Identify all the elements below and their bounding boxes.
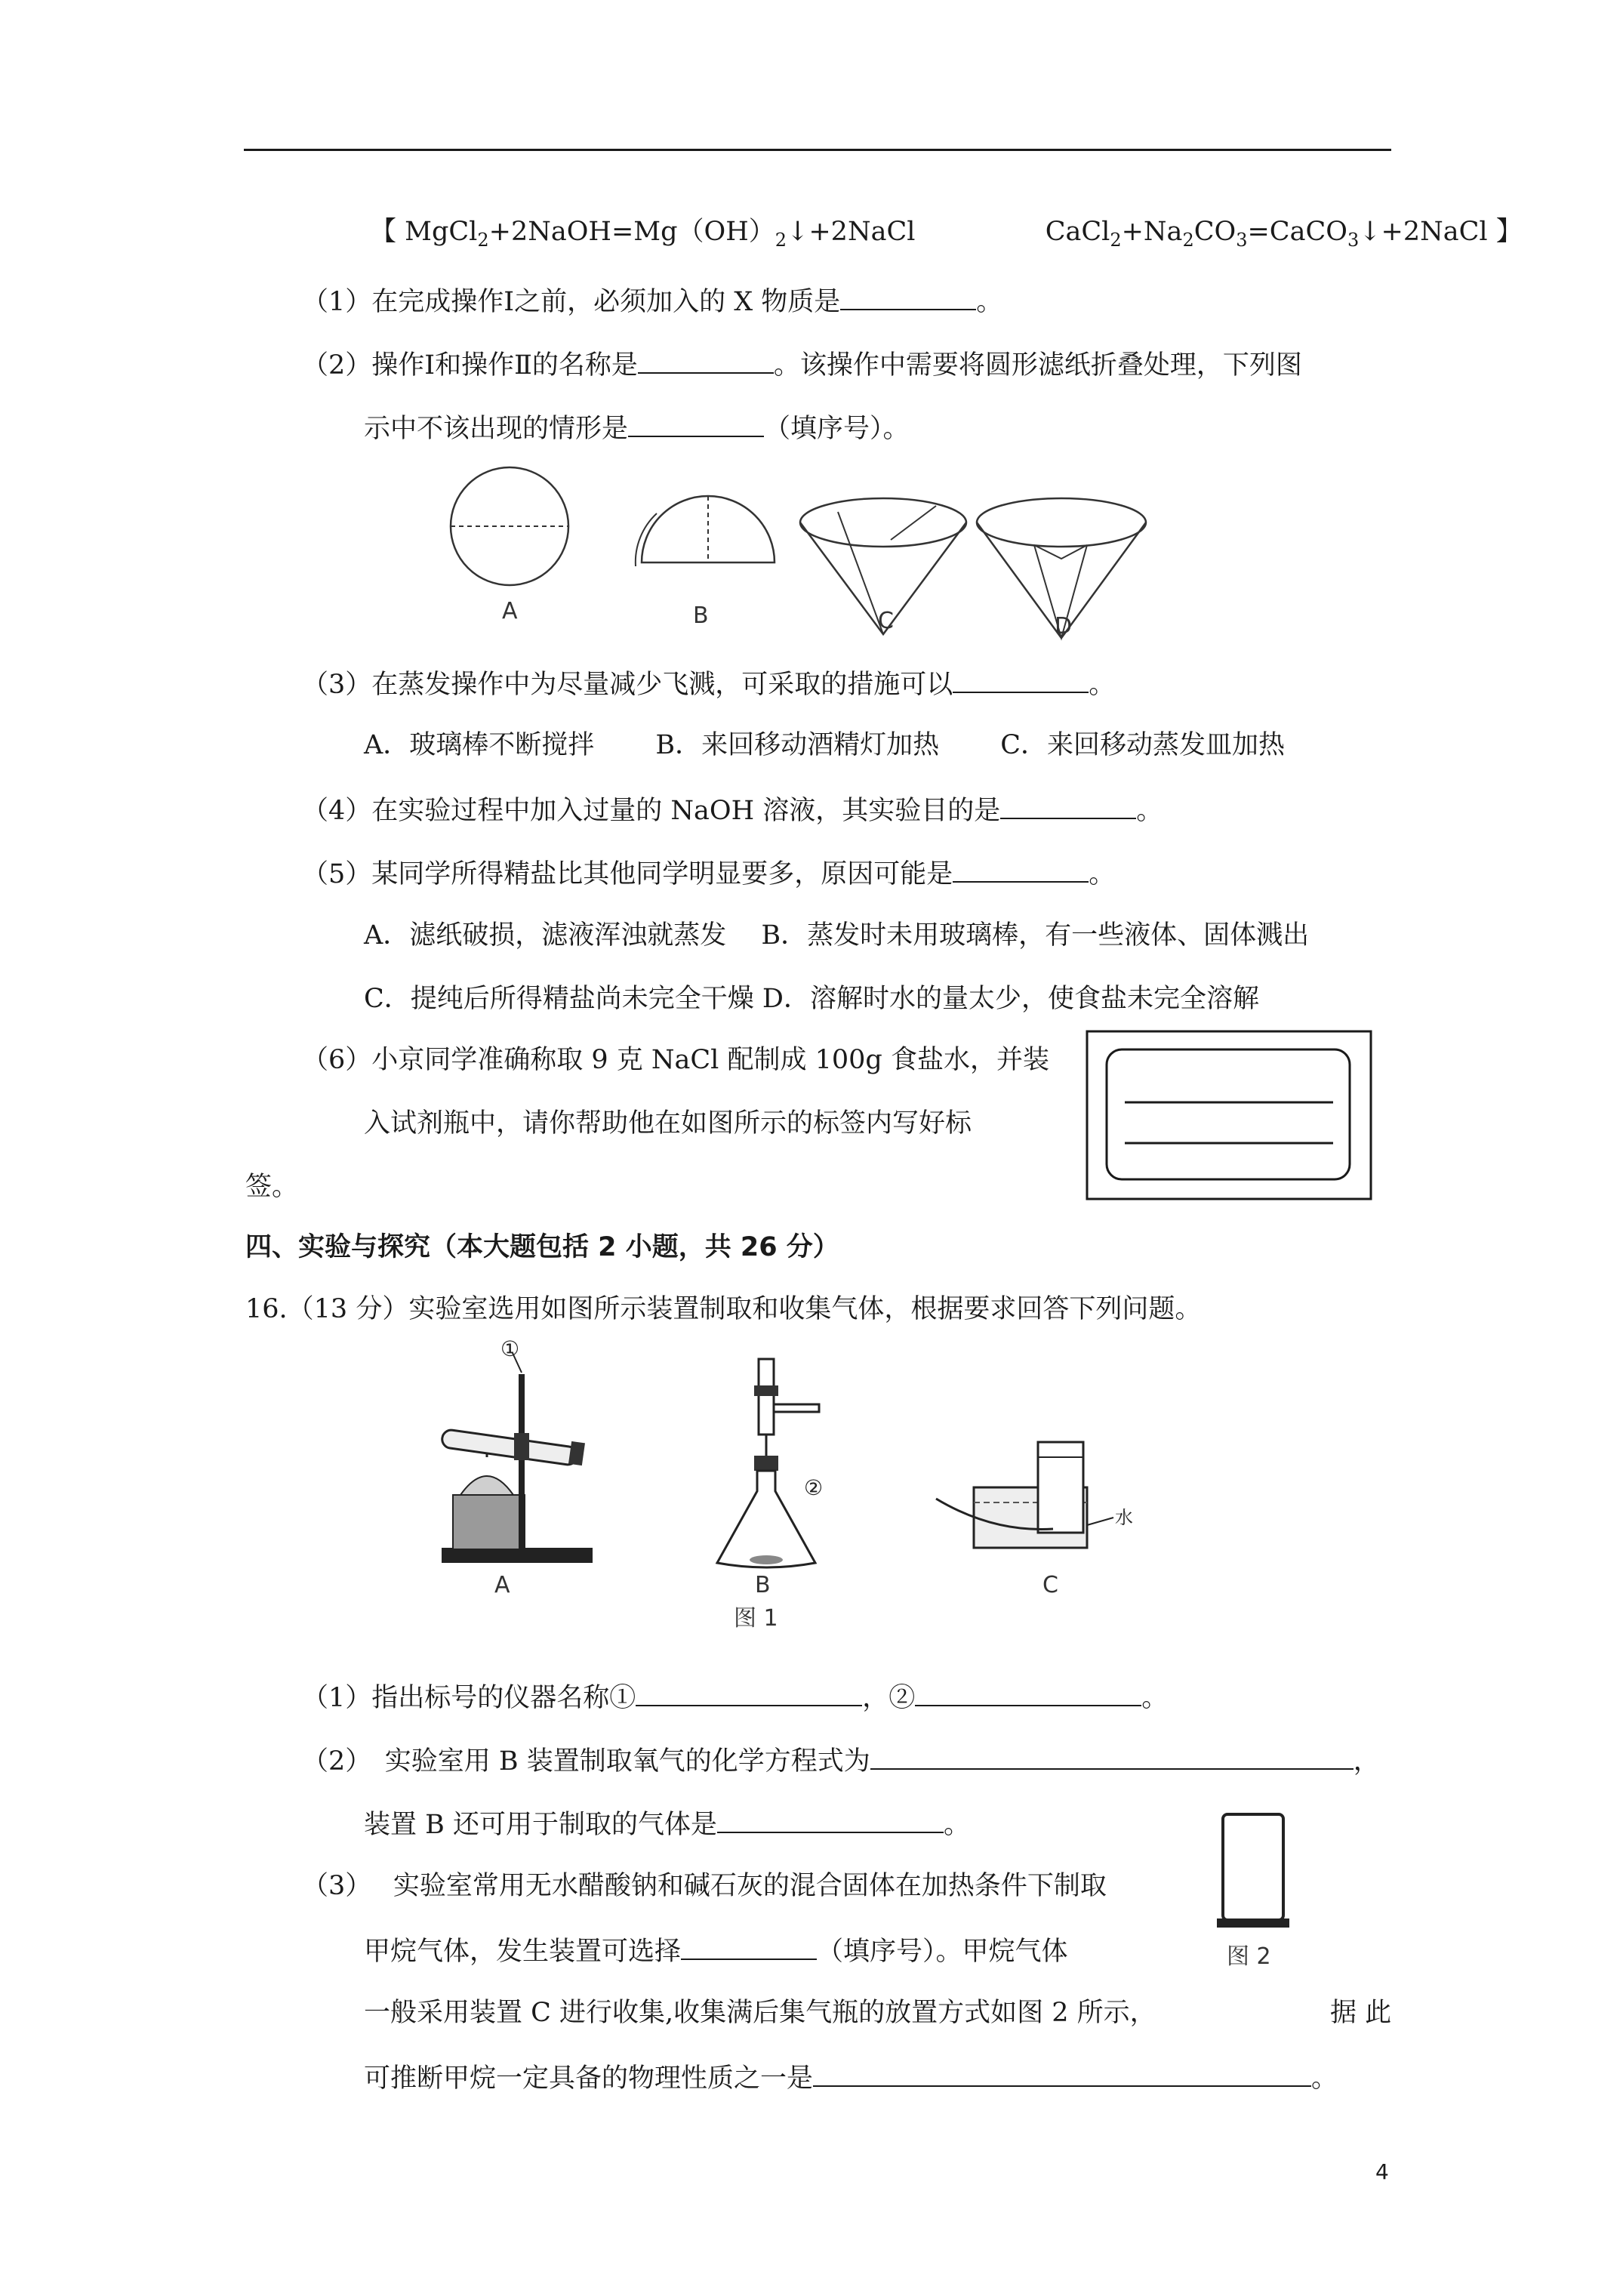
- question-end: ，: [1353, 1746, 1380, 1777]
- filter-b-semicircle: [636, 496, 775, 566]
- question-2-line2: [364, 408, 910, 447]
- answer-blank[interactable]: [636, 1678, 862, 1706]
- figure-label-a: A: [502, 598, 518, 624]
- eq2-part: CO: [1193, 217, 1236, 247]
- eq1-part: +2NaOH=Mg（OH）: [488, 217, 775, 247]
- question-text: 可推断甲烷一定具备的物理性质之一是: [364, 2063, 814, 2094]
- marker-2: ②: [804, 1475, 824, 1500]
- question-16-3-line2: [364, 1931, 1068, 1970]
- answer-blank[interactable]: [870, 1741, 1354, 1770]
- eq1-part: ↓+2NaCl: [787, 217, 916, 247]
- filter-a-circle: [451, 467, 568, 585]
- answer-blank[interactable]: [717, 1804, 944, 1833]
- question-text: （1）在完成操作Ⅰ之前，必须加入的 X 物质是: [302, 287, 841, 317]
- question-16-3-line3-tail: 据 此: [1330, 1998, 1392, 2028]
- question-text: （3）在蒸发操作中为尽量减少飞溅，可采取的措施可以: [302, 670, 953, 700]
- figure-1-label-b: B: [755, 1572, 771, 1598]
- eq2-subscript: 2: [1110, 230, 1122, 251]
- eq2-part: CaCl: [1045, 217, 1110, 247]
- question-6-line2: 入试剂瓶中，请你帮助他在如图所示的标签内写好标: [364, 1108, 972, 1139]
- question-2: [302, 345, 1302, 384]
- question-text: （填序号）。甲烷气体: [817, 1937, 1068, 1967]
- bracket-left: 【: [370, 217, 397, 247]
- answer-blank[interactable]: [840, 282, 976, 310]
- question-3-options: A．玻璃棒不断搅拌 B．来回移动酒精灯加热 C．来回移动蒸发皿加热: [364, 730, 1286, 760]
- question-text: （4）在实验过程中加入过量的 NaOH 溶液，其实验目的是: [302, 796, 1001, 826]
- question-6-line1: （6）小京同学准确称取 9 克 NaCl 配制成 100g 食盐水，并装: [302, 1045, 1049, 1075]
- question-1: [302, 282, 1002, 320]
- figure-label-d: D: [1055, 613, 1073, 639]
- question-5-options-ab: A．滤纸破损，滤液浑浊就蒸发 B．蒸发时未用玻璃棒，有一些液体、固体溅出: [364, 920, 1310, 951]
- marker-1: ①: [500, 1336, 520, 1361]
- question-text: （2） 实验室用 B 装置制取氧气的化学方程式为: [302, 1746, 870, 1777]
- eq2-part: =CaCO: [1247, 217, 1347, 247]
- question-16-2: [302, 1741, 1380, 1780]
- answer-blank[interactable]: [915, 1678, 1141, 1706]
- eq2-subscript: 2: [1182, 230, 1194, 251]
- question-end: 。: [943, 1810, 970, 1840]
- answer-blank[interactable]: [953, 854, 1089, 883]
- eq2-subscript: 3: [1236, 230, 1248, 251]
- question-5: [302, 854, 1115, 892]
- question-6-line3: 签。: [245, 1172, 299, 1202]
- question-end: 。: [976, 287, 1003, 317]
- question-4: [302, 791, 1163, 829]
- question-end: （填序号）。: [764, 414, 910, 444]
- water-label: 水: [1115, 1507, 1133, 1528]
- answer-blank[interactable]: [813, 2058, 1311, 2087]
- figure-1-label-a: A: [494, 1572, 510, 1598]
- figure-2-caption: 图 2: [1227, 1943, 1271, 1970]
- question-16-intro: 16.（13 分）实验室选用如图所示装置制取和收集气体，根据要求回答下列问题。: [245, 1294, 1202, 1324]
- eq2-part: ↓+2NaCl: [1359, 217, 1488, 247]
- figure-1-caption: 图 1: [734, 1605, 778, 1632]
- answer-blank[interactable]: [681, 1931, 817, 1960]
- question-end: 。: [1089, 859, 1116, 889]
- question-16-3-line3: 一般采用装置 C 进行收集,收集满后集气瓶的放置方式如图 2 所示，: [364, 1998, 1156, 2028]
- question-text: （1）指出标号的仪器名称①: [302, 1683, 636, 1713]
- question-3: [302, 664, 1115, 703]
- question-5-options-cd: C．提纯后所得精盐尚未完全干燥 D．溶解时水的量太少，使食盐未完全溶解: [364, 984, 1259, 1014]
- answer-blank[interactable]: [953, 664, 1089, 693]
- question-text: 装置 B 还可用于制取的气体是: [364, 1810, 717, 1840]
- question-text: ，②: [862, 1683, 916, 1713]
- page-number: 4: [1375, 2159, 1389, 2184]
- question-end: 。: [1311, 2063, 1338, 2094]
- apparatus-c: [936, 1442, 1113, 1548]
- section-title: 四、实验与探究（本大题包括 2 小题，共 26 分）: [245, 1232, 839, 1262]
- question-16-2-line2: [364, 1804, 970, 1843]
- reagent-label-box[interactable]: [1086, 1030, 1372, 1200]
- question-16-3-line4: [364, 2058, 1338, 2097]
- filter-paper-figure: [438, 453, 1193, 649]
- question-text: （2）操作Ⅰ和操作Ⅱ的名称是: [302, 350, 638, 381]
- figure-1-label-c: C: [1042, 1572, 1058, 1598]
- gas-jar-figure-2: [1215, 1808, 1298, 1933]
- apparatus-figure-1: [419, 1336, 1174, 1631]
- reaction-equations: [370, 214, 1523, 258]
- question-text: 。该操作中需要将圆形滤纸折叠处理，下列图: [773, 350, 1302, 381]
- question-end: 。: [1136, 796, 1163, 826]
- answer-blank[interactable]: [1000, 791, 1136, 819]
- eq2-subscript: 3: [1347, 230, 1360, 251]
- figure-label-c: C: [878, 608, 894, 634]
- question-text: 甲烷气体，发生装置可选择: [364, 1937, 682, 1967]
- header-rule: [244, 149, 1391, 151]
- question-text: 示中不该出现的情形是: [364, 414, 629, 444]
- apparatus-a: [441, 1353, 593, 1563]
- eq1-part: MgCl: [405, 217, 478, 247]
- question-16-1: [302, 1678, 1168, 1716]
- eq1-subscript: 2: [775, 230, 787, 251]
- figure-label-b: B: [693, 603, 709, 629]
- bracket-right: 】: [1495, 217, 1523, 247]
- apparatus-b: [717, 1359, 819, 1567]
- answer-blank[interactable]: [638, 345, 774, 374]
- eq1-subscript: 2: [477, 230, 489, 251]
- question-text: （5）某同学所得精盐比其他同学明显要多，原因可能是: [302, 859, 953, 889]
- question-end: 。: [1089, 670, 1116, 700]
- eq2-part: +Na: [1121, 217, 1183, 247]
- question-end: 。: [1141, 1683, 1169, 1713]
- answer-blank[interactable]: [628, 408, 764, 437]
- question-16-3: （3） 实验室常用无水醋酸钠和碱石灰的混合固体在加热条件下制取: [302, 1871, 1107, 1901]
